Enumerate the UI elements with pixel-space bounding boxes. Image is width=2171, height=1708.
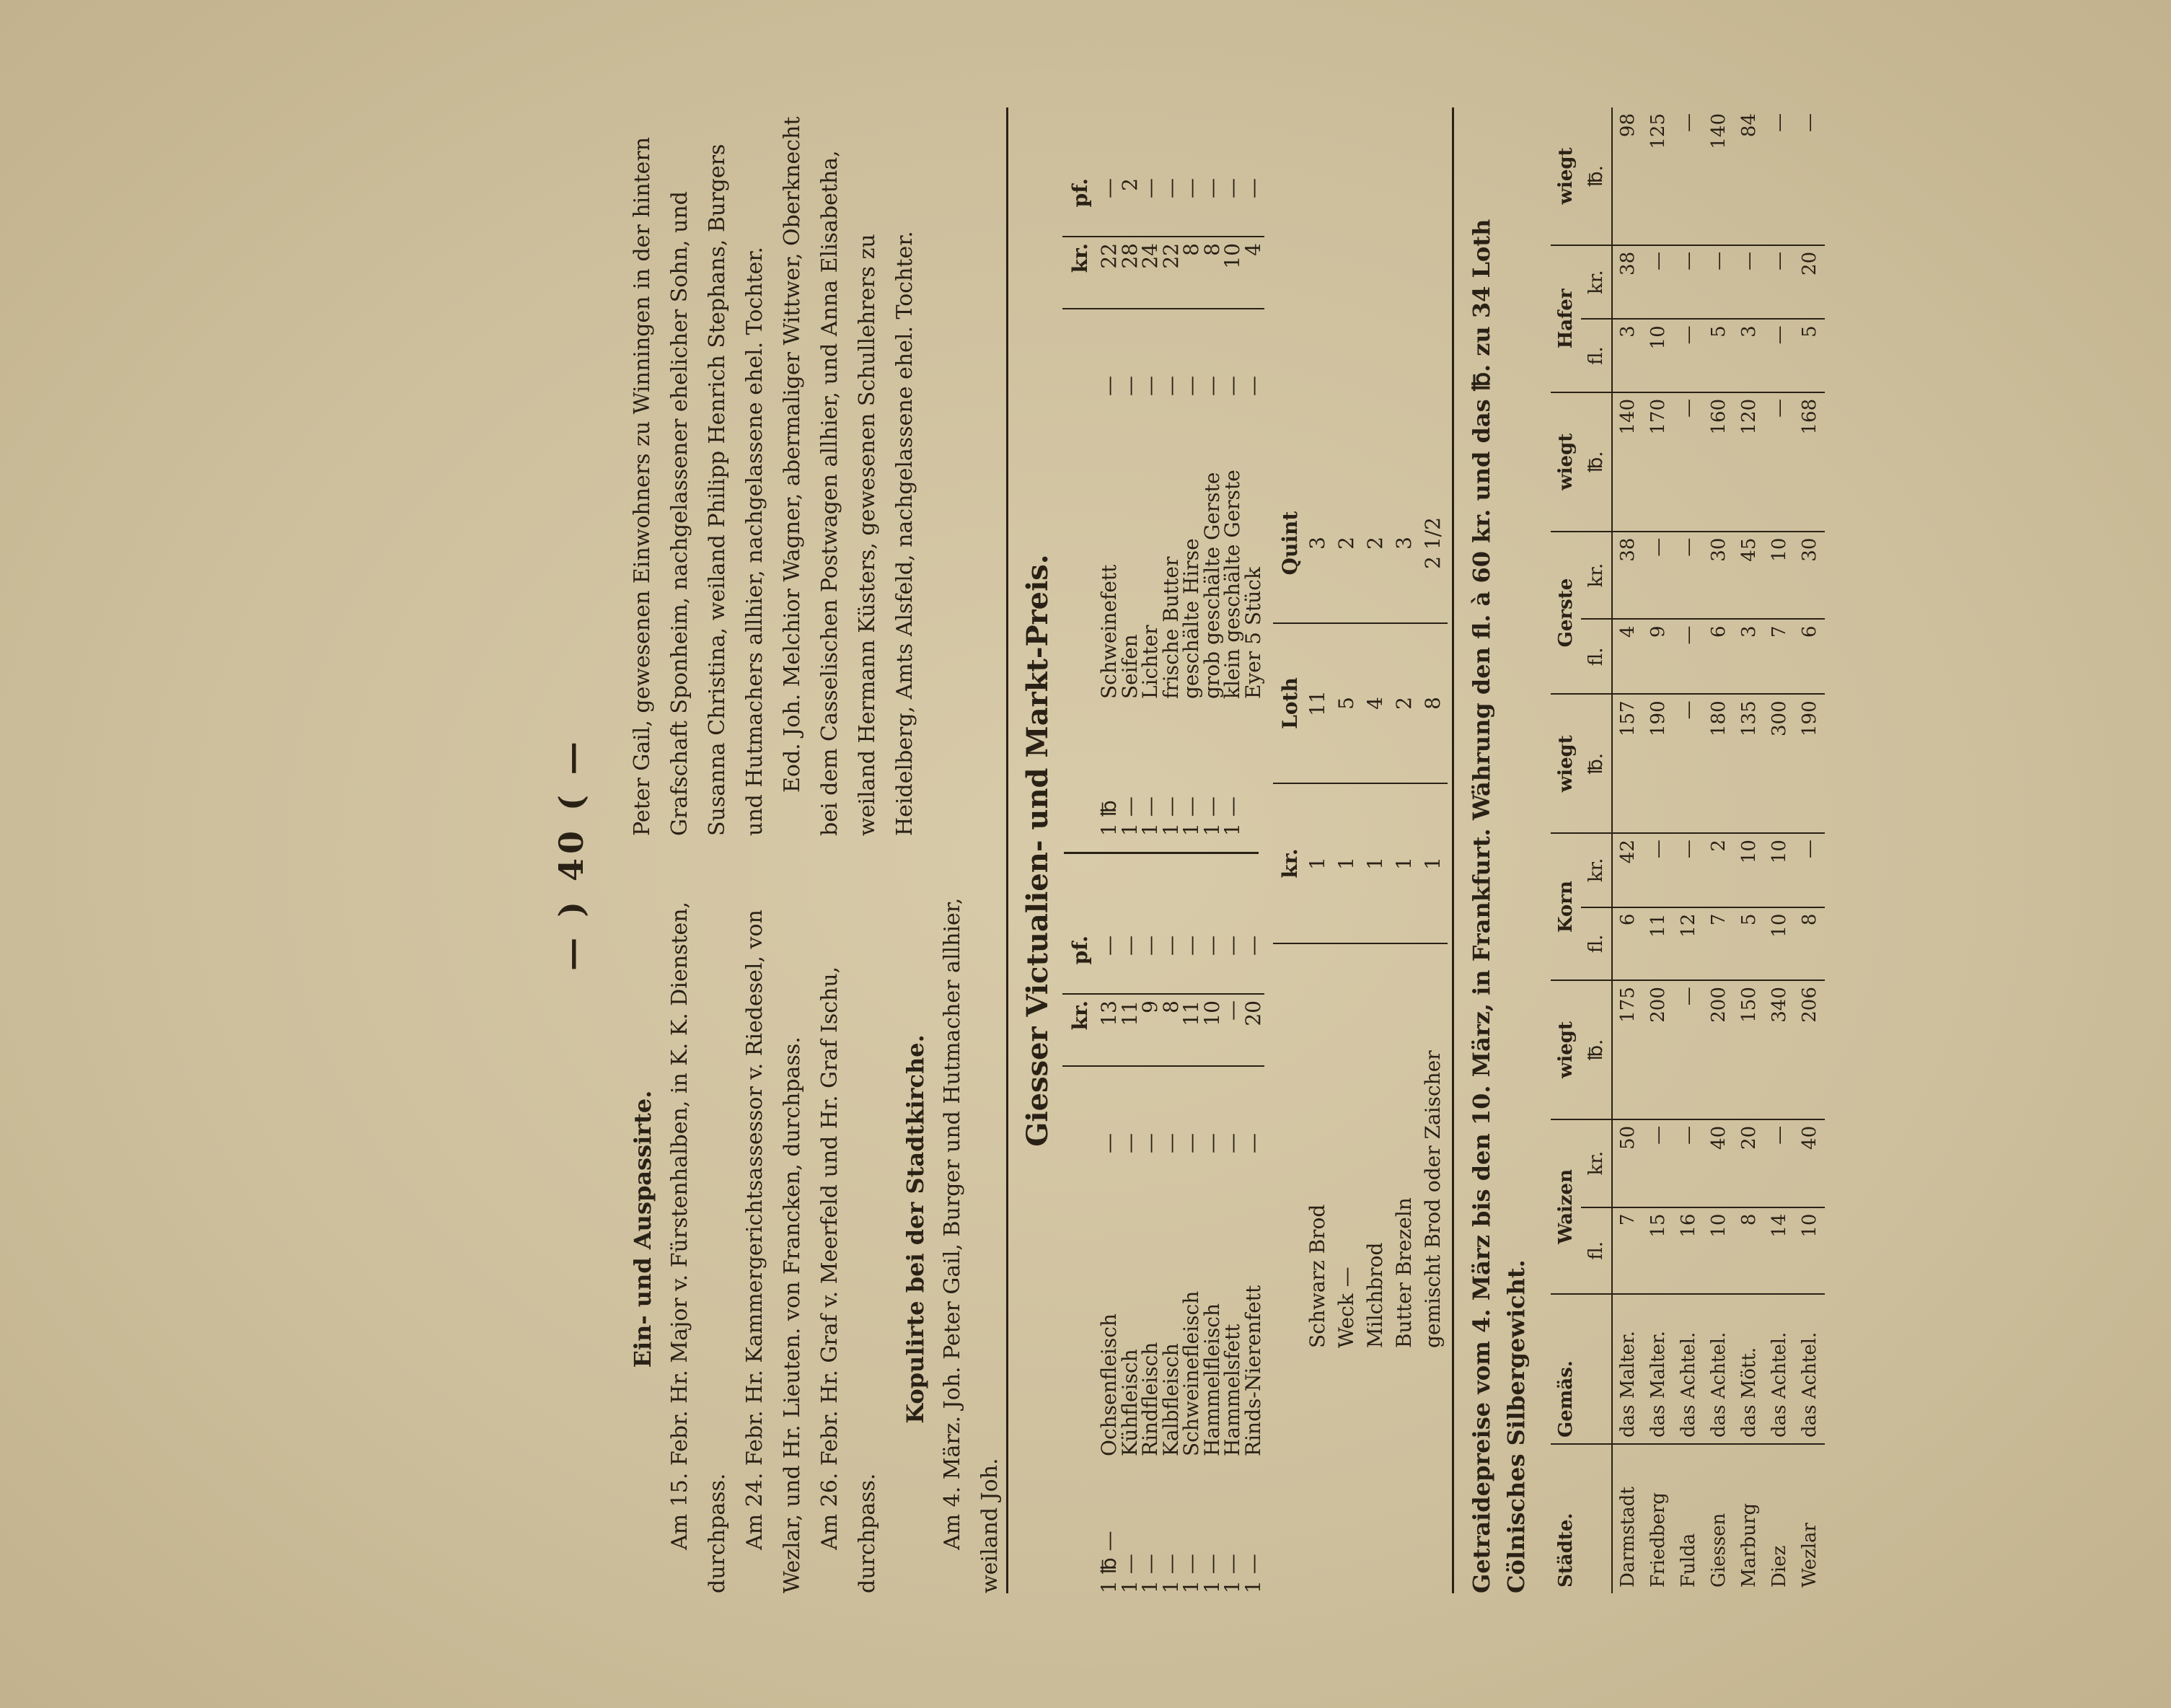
value-cell: 10: [1764, 532, 1795, 620]
item-dash: —: [1117, 1133, 1142, 1153]
kopulirte-continuation: Peter Gail, gewesenen Einwohners zu Winningen in der hintern Grafschaft Sponheim, nachgelassener ehelicher Sohn, und Susanna Christina, weiland Philipp Henrich Stephans, Burgers und Hutmachers allhier, nachgelassene ehel. Tochter.: [630, 136, 767, 836]
item-dash: —: [1097, 1133, 1121, 1153]
item-name: Schweinefleisch: [1179, 1290, 1203, 1456]
value-cell: 10: [1795, 1207, 1825, 1294]
city-cell: Darmstadt: [1617, 1487, 1639, 1588]
item-name: Lichter: [1138, 625, 1162, 699]
value-cell: —: [1673, 980, 1704, 1119]
section-rule: [1452, 107, 1454, 1593]
item-kr: 10: [1202, 995, 1223, 1067]
item-pf: —: [1098, 930, 1120, 995]
item-kr: 20: [1243, 995, 1264, 1067]
item-quantity: 1 —: [1138, 1554, 1162, 1593]
subheader-cell: ℔.: [1581, 107, 1612, 245]
victualien-header-right: [1062, 107, 1098, 836]
value-cell: 5: [1704, 319, 1734, 392]
item-quantity: 1 —: [1199, 1554, 1224, 1593]
col-kr: kr.: [1062, 995, 1098, 1067]
value-cell: 120: [1734, 392, 1764, 532]
item-name: klein geschälte Gerste: [1220, 470, 1244, 699]
brod-kr: 1: [1390, 784, 1419, 944]
value-cell: 8: [1795, 907, 1825, 981]
item-quantity: 1 —: [1241, 1554, 1265, 1593]
item-quantity: 1 —: [1117, 796, 1142, 836]
value-cell: 135: [1734, 694, 1764, 833]
item-name: Schweinefett: [1097, 564, 1121, 699]
measure-cell: das Mött.: [1734, 1294, 1764, 1444]
value-cell: 11: [1643, 907, 1673, 981]
brod-quint: 3: [1390, 464, 1419, 624]
item-name: Rinds-Nierenfett: [1241, 1285, 1265, 1456]
value-cell: 84: [1734, 107, 1764, 245]
value-cell: —: [1643, 245, 1673, 320]
item-name: Eyer 5 Stück: [1241, 567, 1265, 699]
item-dash: —: [1138, 376, 1162, 396]
auspass-entry: Am 15. Febr. Hr. Major v. Fürstenhalben, in K. K. Diensten, durchpass.: [667, 901, 730, 1593]
kopulirte-entry: Eod. Joh. Melchior Wagner, abermaliger Wittwer, Oberknecht bei dem Casselischen Postwagen allhier, und Anna Elisabetha, weiland Hermann Küsters, gewesenen Schullehrers zu Heidelberg, Amts Alsfeld, nachgelassene ehel. Tochter.: [780, 116, 917, 836]
value-cell: 3: [1734, 619, 1764, 694]
brod-quint: 2 1/2: [1419, 464, 1448, 624]
item-quantity: 1 —: [1158, 1554, 1183, 1593]
item-dash: —: [1138, 1133, 1162, 1153]
item-name: Rindfleisch: [1138, 1342, 1162, 1456]
item-pf: —: [1161, 930, 1182, 995]
item-pf: —: [1243, 172, 1264, 237]
value-cell: 5: [1795, 319, 1825, 392]
header-cell: Hafer: [1551, 245, 1581, 392]
header-cell: Gerste: [1551, 532, 1581, 695]
brod-kr: 1: [1419, 784, 1448, 944]
table-row: [1764, 107, 1795, 1593]
subheader-cell: kr.: [1581, 833, 1612, 907]
value-cell: 157: [1612, 694, 1643, 833]
table-row: [1612, 107, 1643, 1593]
brod-loth: 5: [1332, 624, 1361, 784]
col-quint: Quint: [1273, 464, 1308, 624]
col-pf: pf.: [1062, 930, 1098, 995]
victualien-row: [1243, 865, 1264, 1593]
value-cell: 10: [1734, 833, 1764, 907]
value-cell: —: [1673, 532, 1704, 620]
brod-loth: 11: [1303, 624, 1332, 784]
value-cell: 30: [1795, 532, 1825, 620]
value-cell: 6: [1612, 907, 1643, 981]
value-cell: —: [1734, 245, 1764, 320]
value-cell: 140: [1612, 392, 1643, 532]
item-quantity: 1 ℔ —: [1097, 1531, 1121, 1593]
item-dash: —: [1220, 1133, 1244, 1153]
value-cell: 340: [1764, 980, 1795, 1119]
brod-row: [1390, 464, 1419, 1348]
table-row: [1673, 107, 1704, 1593]
value-cell: 150: [1734, 980, 1764, 1119]
value-cell: 42: [1612, 833, 1643, 907]
page-number: — ) 40 ( —: [552, 737, 591, 971]
item-quantity: 1 —: [1117, 1554, 1142, 1593]
col-kr: kr.: [1273, 784, 1308, 944]
item-name: Kalbfleisch: [1158, 1343, 1183, 1456]
header-cell: wiegt: [1551, 392, 1581, 532]
brod-quint: 2: [1332, 464, 1361, 624]
value-cell: —: [1673, 245, 1704, 320]
value-cell: 190: [1643, 694, 1673, 833]
value-cell: —: [1643, 833, 1673, 907]
victualien-row: [1199, 107, 1224, 836]
measure-cell: das Malter.: [1643, 1294, 1673, 1444]
value-cell: —: [1764, 1119, 1795, 1207]
value-cell: 20: [1734, 1119, 1764, 1207]
value-cell: 10: [1643, 319, 1673, 392]
item-quantity: 1 —: [1220, 1554, 1244, 1593]
value-cell: 38: [1612, 532, 1643, 620]
victualien-divider: [1064, 852, 1259, 854]
value-cell: 2: [1704, 833, 1734, 907]
item-dash: —: [1097, 376, 1121, 396]
value-cell: 160: [1704, 392, 1734, 532]
value-cell: —: [1704, 245, 1734, 320]
column-right: [624, 107, 924, 836]
brod-kr: 1: [1332, 784, 1361, 944]
value-cell: —: [1764, 319, 1795, 392]
value-cell: —: [1764, 245, 1795, 320]
item-quantity: 1 —: [1199, 796, 1224, 836]
item-pf: 2: [1119, 172, 1141, 237]
value-cell: 125: [1643, 107, 1673, 245]
measure-cell: das Achtel.: [1673, 1294, 1704, 1444]
value-cell: —: [1643, 532, 1673, 620]
victualien-row: [1158, 865, 1183, 1593]
brod-loth: 4: [1361, 624, 1390, 784]
value-cell: —: [1673, 107, 1704, 245]
item-kr: 8: [1161, 995, 1182, 1067]
value-cell: 50: [1612, 1119, 1643, 1207]
value-cell: —: [1673, 392, 1704, 532]
brod-quint: 2: [1361, 464, 1390, 624]
printed-page: [545, 86, 1820, 1622]
value-cell: —: [1673, 619, 1704, 694]
item-pf: —: [1181, 930, 1202, 995]
col-kr: kr.: [1062, 237, 1098, 309]
value-cell: 3: [1612, 319, 1643, 392]
value-cell: —: [1673, 833, 1704, 907]
value-cell: 6: [1795, 619, 1825, 694]
item-pf: —: [1222, 930, 1243, 995]
header-cell: wiegt: [1551, 107, 1581, 245]
value-cell: 38: [1612, 245, 1643, 320]
city-cell: Friedberg: [1647, 1492, 1669, 1588]
value-cell: 9: [1643, 619, 1673, 694]
item-name: geschälte Hirse: [1179, 538, 1203, 699]
brod-quint: 3: [1303, 464, 1332, 624]
table-row: [1795, 107, 1825, 1593]
subheader-cell: ℔.: [1581, 694, 1612, 833]
item-dash: —: [1241, 376, 1265, 396]
item-pf: —: [1202, 930, 1223, 995]
item-name: grob geschälte Gerste: [1199, 472, 1224, 699]
brod-loth: 2: [1390, 624, 1419, 784]
item-quantity: 1 —: [1179, 796, 1203, 836]
item-pf: —: [1098, 172, 1120, 237]
victualien-row: [1140, 865, 1161, 1593]
value-cell: —: [1764, 107, 1795, 245]
item-quantity: 1 ℔: [1097, 800, 1121, 836]
item-pf: —: [1119, 930, 1141, 995]
item-kr: 8: [1202, 237, 1223, 309]
item-pf: —: [1181, 172, 1202, 237]
value-cell: 175: [1612, 980, 1643, 1119]
column-left: [624, 865, 1009, 1593]
item-name: Seifen: [1117, 634, 1142, 699]
value-cell: 6: [1704, 619, 1734, 694]
value-cell: 7: [1764, 619, 1795, 694]
item-kr: 28: [1119, 237, 1141, 309]
value-cell: 180: [1704, 694, 1734, 833]
item-kr: 11: [1181, 995, 1202, 1067]
auspass-heading: Ein- und Auspassirte.: [629, 1090, 656, 1368]
col-loth: Loth: [1273, 624, 1308, 784]
item-dash: —: [1199, 1133, 1224, 1153]
item-kr: 22: [1098, 237, 1120, 309]
auspass-entry: Am 26. Febr. Hr. Graf v. Meerfeld und Hr. Graf Ischu, durchpass.: [817, 966, 880, 1593]
brod-name: gemischt Brod oder Zaischer: [1421, 1050, 1445, 1348]
value-cell: —: [1795, 107, 1825, 245]
brod-header: [1273, 464, 1308, 1348]
brod-row: [1303, 464, 1332, 1348]
city-cell: Fulda: [1678, 1533, 1699, 1588]
auspass-entry: Am 24. Febr. Hr. Kammergerichtsassessor v. Riedesel, von Wezlar, und Hr. Lieuten. von Francken, durchpass.: [742, 910, 805, 1593]
subheader-cell: ℔.: [1581, 980, 1612, 1119]
city-cell: Wezlar: [1799, 1523, 1820, 1588]
value-cell: —: [1673, 694, 1704, 833]
item-kr: 10: [1222, 237, 1243, 309]
value-cell: —: [1764, 392, 1795, 532]
brod-row: [1419, 464, 1448, 1348]
value-cell: 8: [1734, 1207, 1764, 1294]
item-pf: —: [1140, 172, 1161, 237]
item-kr: 4: [1243, 237, 1264, 309]
value-cell: —: [1673, 1119, 1704, 1207]
getraide-table: [1551, 107, 1825, 1593]
subheader-cell: kr.: [1581, 532, 1612, 620]
item-kr: 13: [1098, 995, 1120, 1067]
value-cell: 16: [1673, 1207, 1704, 1294]
brod-name: Milchbrod: [1363, 1242, 1387, 1348]
item-name: Hammelfleisch: [1199, 1303, 1224, 1456]
victualien-row: [1098, 107, 1120, 836]
brod-name: Butter Brezeln: [1392, 1197, 1416, 1348]
item-kr: 11: [1119, 995, 1141, 1067]
brod-kr: 1: [1361, 784, 1390, 944]
item-dash: —: [1199, 376, 1224, 396]
victualien-row: [1140, 107, 1161, 836]
value-cell: 170: [1643, 392, 1673, 532]
subheader-cell: kr.: [1581, 245, 1612, 320]
city-cell: Giessen: [1708, 1513, 1730, 1588]
item-kr: 9: [1140, 995, 1161, 1067]
header-cell: Gemäs.: [1551, 1294, 1581, 1444]
item-quantity: 1 —: [1138, 796, 1162, 836]
measure-cell: das Achtel.: [1795, 1294, 1825, 1444]
measure-cell: das Malter.: [1612, 1294, 1643, 1444]
brod-row: [1361, 464, 1390, 1348]
item-dash: —: [1241, 1133, 1265, 1153]
subheader-cell: fl.: [1581, 907, 1612, 981]
item-pf: —: [1161, 172, 1182, 237]
victualien-row: [1158, 107, 1183, 836]
value-cell: 40: [1704, 1119, 1734, 1207]
brod-row: [1332, 464, 1361, 1348]
col-pf: pf.: [1062, 172, 1098, 237]
value-cell: 12: [1673, 907, 1704, 981]
item-pf: —: [1140, 930, 1161, 995]
victualien-row: [1119, 865, 1141, 1593]
value-cell: 7: [1704, 907, 1734, 981]
getraide-header-row: [1551, 107, 1581, 1593]
value-cell: 168: [1795, 392, 1825, 532]
victualien-row: [1181, 865, 1202, 1593]
subheader-cell: fl.: [1581, 619, 1612, 694]
header-cell: Korn: [1551, 833, 1581, 980]
header-cell: wiegt: [1551, 694, 1581, 833]
victualien-row: [1243, 107, 1264, 836]
value-cell: 206: [1795, 980, 1825, 1119]
victualien-header-left: [1062, 865, 1098, 1593]
subheader-cell: ℔.: [1581, 392, 1612, 532]
kopulirte-entry: Am 4. März. Joh. Peter Gail, Burger und Hutmacher allhier, weiland Joh.: [940, 897, 1003, 1593]
item-dash: —: [1179, 376, 1203, 396]
value-cell: 10: [1704, 1207, 1734, 1294]
item-dash: —: [1117, 376, 1142, 396]
value-cell: 4: [1612, 619, 1643, 694]
table-row: [1704, 107, 1734, 1593]
getraide-subheader-row: [1581, 107, 1612, 1593]
value-cell: 140: [1704, 107, 1734, 245]
brod-kr: 1: [1303, 784, 1332, 944]
table-row: [1643, 107, 1673, 1593]
value-cell: 10: [1764, 833, 1795, 907]
measure-cell: das Achtel.: [1704, 1294, 1734, 1444]
victualien-row: [1181, 107, 1202, 836]
value-cell: 3: [1734, 319, 1764, 392]
value-cell: —: [1643, 1119, 1673, 1207]
item-kr: 8: [1181, 237, 1202, 309]
getraide-heading: Getraidepreise vom 4. März bis den 10. März, in Frankfurt. Währung den fl. à 60 kr. und das ℔. zu 34 Loth Cölnisches Silbergewicht.: [1468, 219, 1530, 1593]
brod-loth: 8: [1419, 624, 1448, 784]
value-cell: 300: [1764, 694, 1795, 833]
value-cell: 14: [1764, 1207, 1795, 1294]
value-cell: —: [1795, 833, 1825, 907]
item-kr: —: [1222, 995, 1243, 1067]
kopulirte-heading: Kopulirte bei der Stadtkirche.: [902, 1034, 929, 1424]
item-kr: 22: [1161, 237, 1182, 309]
value-cell: 45: [1734, 532, 1764, 620]
value-cell: 98: [1612, 107, 1643, 245]
city-cell: Marburg: [1738, 1502, 1760, 1588]
value-cell: 20: [1795, 245, 1825, 320]
value-cell: 200: [1704, 980, 1734, 1119]
item-pf: —: [1222, 172, 1243, 237]
victualien-title: Giesser Victualien- und Markt-Preis.: [1021, 554, 1054, 1147]
item-name: frische Butter: [1158, 556, 1183, 699]
item-dash: —: [1158, 1133, 1183, 1153]
victualien-row: [1199, 865, 1224, 1593]
value-cell: 15: [1643, 1207, 1673, 1294]
value-cell: 5: [1734, 907, 1764, 981]
brod-name: Weck —: [1334, 1267, 1358, 1348]
item-dash: —: [1158, 376, 1183, 396]
brod-name: Schwarz Brod: [1305, 1204, 1329, 1348]
item-kr: 24: [1140, 237, 1161, 309]
value-cell: —: [1673, 319, 1704, 392]
victualien-row: [1119, 107, 1141, 836]
value-cell: 7: [1612, 1207, 1643, 1294]
item-name: Hammelsfett: [1220, 1324, 1244, 1456]
victualien-row: [1222, 107, 1243, 836]
item-pf: —: [1202, 172, 1223, 237]
value-cell: 200: [1643, 980, 1673, 1119]
subheader-cell: fl.: [1581, 1207, 1612, 1294]
item-name: Kühfleisch: [1117, 1349, 1142, 1456]
section-rule: [1006, 107, 1008, 1593]
value-cell: 30: [1704, 532, 1734, 620]
subheader-cell: kr.: [1581, 1119, 1612, 1207]
victualien-row: [1222, 865, 1243, 1593]
header-cell: Städte.: [1555, 1513, 1577, 1588]
value-cell: 190: [1795, 694, 1825, 833]
item-name: Ochsenfleisch: [1097, 1313, 1121, 1456]
subheader-cell: fl.: [1581, 319, 1612, 392]
table-row: [1734, 107, 1764, 1593]
item-quantity: 1 —: [1220, 796, 1244, 836]
value-cell: 10: [1764, 907, 1795, 981]
item-dash: —: [1220, 376, 1244, 396]
measure-cell: das Achtel.: [1764, 1294, 1795, 1444]
item-quantity: 1 —: [1158, 796, 1183, 836]
header-cell: wiegt: [1551, 980, 1581, 1119]
item-pf: —: [1243, 930, 1264, 995]
header-cell: Waizen: [1551, 1119, 1581, 1294]
item-dash: —: [1179, 1133, 1203, 1153]
victualien-row: [1098, 865, 1120, 1593]
city-cell: Diez: [1769, 1545, 1790, 1588]
value-cell: 40: [1795, 1119, 1825, 1207]
item-quantity: 1 —: [1179, 1554, 1203, 1593]
